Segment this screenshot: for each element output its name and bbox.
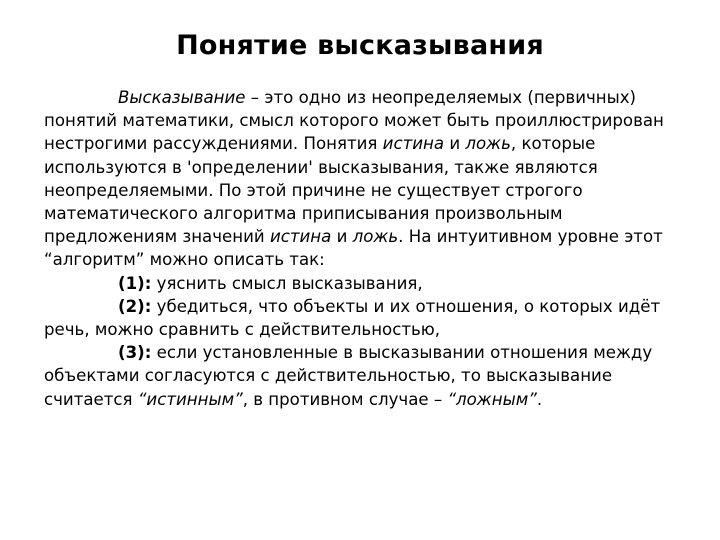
step-text: уяснить смысл высказывания, <box>151 273 423 293</box>
step-text: , в противном случае – <box>242 389 448 409</box>
step-label: (1): <box>118 273 152 293</box>
text-run: , которые используются в 'определении' высказывания, также являются неопределяемыми. По этой причине не существует строгого математического алгоритма приписывания произвольным предложениям значений <box>44 134 598 247</box>
slide-title: Понятие высказывания <box>176 30 544 61</box>
step-1 <box>44 272 684 295</box>
text-run: и <box>444 134 466 154</box>
text-run: – это одно из неопределяемых (первичных) понятий математики, смысл которого может быть проиллюстрирован нестрогими рассуждениями. Понятия <box>44 88 664 154</box>
step-label: (2): <box>118 296 152 316</box>
quote-istinnym: “истинным” <box>137 389 243 409</box>
text-run: . На интуитивном уровне этот “алгоритм” можно описать так: <box>44 227 663 270</box>
term-istina: истина <box>382 134 445 154</box>
step-3 <box>44 341 684 411</box>
step-label: (3): <box>118 343 152 363</box>
step-end: . <box>536 389 543 409</box>
step-text: убедиться, что объекты и их отношения, о которых идёт речь, можно сравнить с действительностью, <box>44 296 661 340</box>
term-istina: истина <box>269 227 332 247</box>
term-lozh: ложь <box>465 134 511 154</box>
term-vyskazyvanie: Высказывание <box>118 88 246 107</box>
term-lozh: ложь <box>352 227 399 247</box>
slide-body <box>44 86 684 411</box>
step-2 <box>44 295 684 341</box>
definition-paragraph <box>44 86 684 272</box>
step-text: если установленные в высказывании отношения между объектами согласуются с действительностью, то высказывание считается <box>44 343 653 409</box>
text-run: и <box>331 227 353 247</box>
quote-lozhnym: “ложным” <box>447 389 537 409</box>
